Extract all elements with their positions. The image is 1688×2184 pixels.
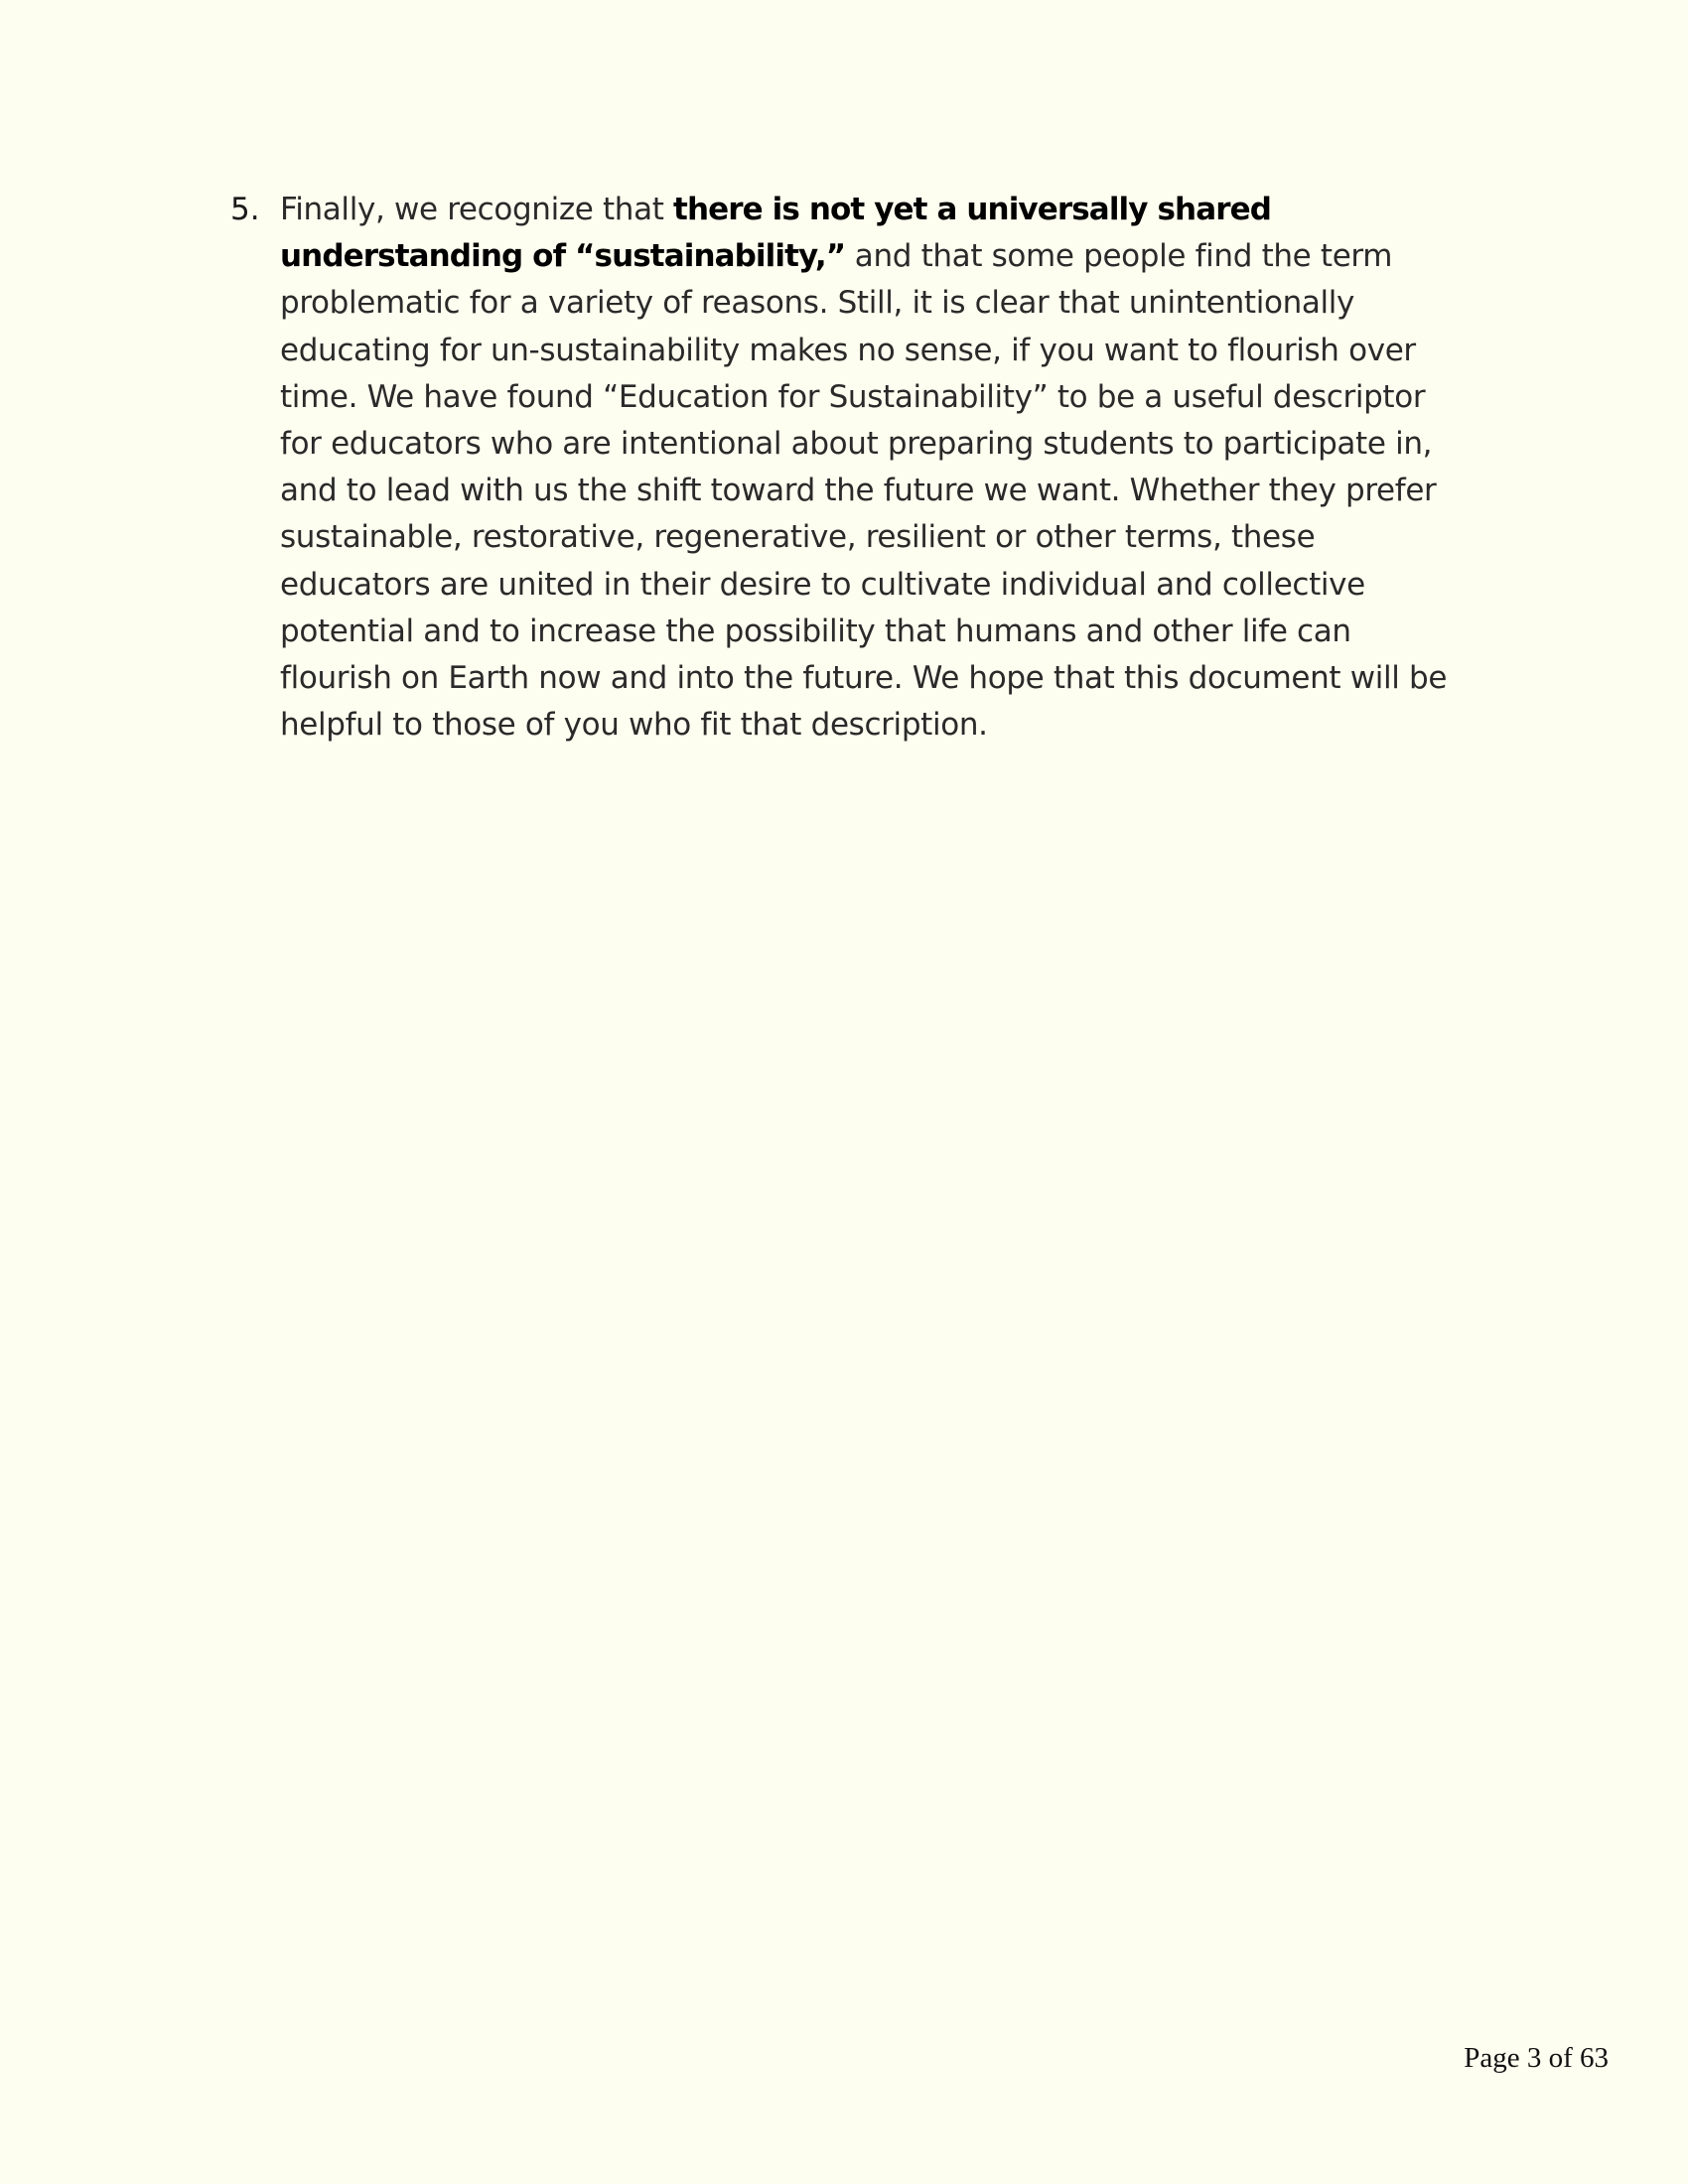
paragraph-emphasis: there is not yet a universally shared understanding of “sustainability,” — [280, 192, 1272, 275]
paragraph-lead-text: Finally, we recognize that — [280, 192, 674, 227]
paragraph-text — [280, 187, 1462, 749]
page-number: Page 3 of 63 — [1464, 2042, 1609, 2074]
numbered-paragraph — [230, 187, 1462, 749]
list-number: 5. — [230, 192, 260, 227]
paragraph-body-text: and that some people find the term problematic for a variety of reasons. Still, it is clear that unintentionally educating for un-sustainability makes no sense, if you want to flourish over time. We have found “Education for Sustainability” to be a useful descriptor for educators who are intentional about preparing students to participate in, and to lead with us the shift toward the future we want. Whether they prefer sustainable, restorative, regenerative, resilient or other terms, these educators are united in their desire to cultivate individual and collective potential and to increase the possibility that humans and other life can flourish on Earth now and into the future. We hope that this document will be helpful to those of you who fit that description. — [280, 238, 1448, 744]
